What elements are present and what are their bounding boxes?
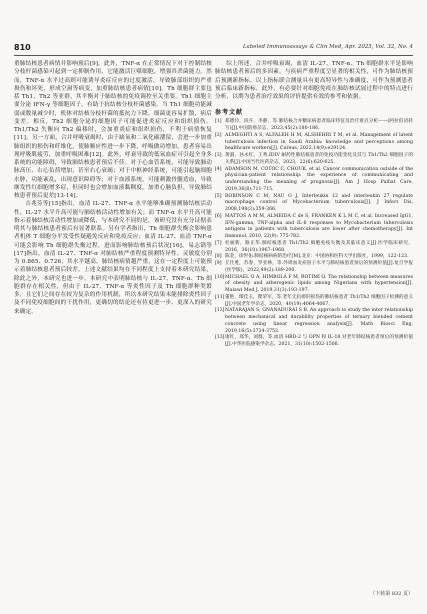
reference-list	[215, 119, 413, 349]
left-column	[14, 60, 212, 316]
right-column	[215, 60, 413, 349]
body-paragraph: 吉兆芬等[15]指出，血清 IL-27、TNF-α 水平能够准确预测肺结核活动性，IL-27 水平升高可能与肺结核活动性增加有关；而 TNF-α 水平升高可能指示着肺结核活动性增加或降低，与本研究不同的是，该研究没有充分证据表明其与肺结核患者预后有显著联系。另有学者指出，Th 细胞群失衡会影响患者机体 T 细胞分平发受性疑避免反应和免疫反应；血清 IL-27、血清 TNF-α 可能会影响 Th 细胞群失衡过程，进而影响肺结核预后状况[16]。易志锅等[17]指出，血清 IL-27、TNF-α 对肺结核严重程度预测特异性、灵敏度分别为 0.865、0.726，其水平越高，肺结核病情越严重，这在一定程度上可能预示着肺结核患者预后较差。上述文献结果均在不同程度上支持着本研究结果，除此之外，本研究也进一步，本研究中表明肺结核与 IL-27、TNF-α、Th 细胞群存在相关性，但由于 IL-27、TNF-α 等炎性因子及 Th 细胞群种类繁多，且它们之间存在较为复杂的作用机制，所以本研究结果未能排除炎性因子及不同免疫细胞间的干扰作用，更确切的结论还有待更进一步、更深入的研究来确定。	[14, 201, 212, 315]
reference-item	[215, 254, 413, 261]
reference-text: ROBINSON C M, NAU G J. Interleukin 12 and interleukin 27 regulate macrophage control of Mycobacterium tuberculosis[J]. J Infect Dis, 2008,198(3):359-366.	[225, 193, 413, 212]
reference-item	[215, 308, 413, 335]
reference-text: ALMEGHTI A S, ALFALEH H M, ALSHEHRI T M, et al. Management of latent tuberculosis infection in Saudi Arabia: knowledge and perceptions among healthcare workers[J]. Cureus, 2022,14(9):e29124.	[225, 132, 413, 152]
reference-number: [13]	[215, 335, 225, 341]
reference-text: MICHAEL O A, HIMBOLA F M, ROTIMI O. The relationship between measures of obesity and atherogenic lipids among Nigerians with hypertension[J]. Malawi Med J, 2019,31(3):193-197.	[225, 274, 413, 293]
reference-number: [10]	[215, 274, 225, 280]
reference-number: [11]	[215, 294, 225, 300]
reference-item	[215, 214, 413, 241]
reference-number: [12]	[215, 308, 225, 314]
reference-text: 杜丽新，路正华.肺结核患者 Th1/Th2 细胞免疫失衡及其临床意义[J].医学临床研究，2016，36(10):1967-1968.	[225, 240, 413, 253]
references-heading: 参考文献	[215, 109, 244, 117]
reference-text: 康红，郑华，刘群，等.血清 HBD-2 与 OPN 和 IL-18 对老年肺结核患者预后的预测价值[J].中华医院感染学杂志，2021，31(10):1502-1506.	[225, 335, 413, 347]
continued-note: （下转第 832 页）	[370, 591, 413, 597]
reference-item	[215, 275, 413, 295]
reference-number: [5]	[215, 193, 222, 199]
reference-text: 丘仕胜，苏春，罗亚林，等.外周血炎症因子水平与肺结核患者预后的预测价值[J].复旦学报(医学版)，2022,49(2):189-200.	[225, 261, 413, 273]
reference-text: 董艳，缪佳玉，瞿荣军，等.老年无抗痨肝损伤的肺结核患者 Th1/Th2 细胞因子检测的意义[J].中国老年学杂志，2020，40(19):4064-4067.	[225, 294, 413, 307]
reference-text: 陈金，徐世佑.肺结核病病的治疗[M].北京：中国协和医科大学出版社，1999，122-123.	[225, 254, 409, 260]
reference-number: [7]	[215, 240, 222, 246]
reference-item	[215, 241, 413, 255]
reference-number: [8]	[215, 254, 222, 260]
reference-text: NATARAJAN S, GNANADURAI S B. An approach to study the inter relationship between mechanical and durability properties of ternary blended cement concrete using linear regression analysis[J]. Math Biosci Eng, 2019,16(5):3734-3752.	[225, 308, 413, 334]
reference-item	[215, 261, 413, 275]
reference-number: [1]	[215, 119, 222, 125]
page-number: 810	[14, 43, 31, 52]
reference-item	[215, 133, 413, 153]
reference-text: 黄淑，孙永红，王秀.IDIV 耐药性肺结核患者的免疫功能变化及其与 Th1/Th2 细胞因子的关系[J].中国当代医药杂志，2023，22(6):620-625.	[225, 153, 413, 165]
reference-item	[215, 295, 413, 309]
conclusion-paragraph: 综上所述，合并呼吸衰竭，血清 IL-27、TNF-α、Th 细胞群水平是影响肺结核患者预后的多因素，与疾病严重程度呈显著的相关性，可作为肺结核预后预测新指标。以上指标联合测量具有更高特异性与准确度，可作为预测患者预后临床新指标。此外，有必要针对细胞免疫在肺结核试展过程中的特点进行分析，以期为患者治疗效果的评价提供有效的参考和依据。	[215, 61, 413, 100]
reference-number: [6]	[215, 213, 222, 219]
page-header	[14, 44, 413, 56]
reference-item	[215, 194, 413, 214]
reference-number: [3]	[215, 153, 222, 158]
journal-citation: Labeled Immunoassays & Clin Med, Apr. 2025, Vol. 32, No. 4	[243, 44, 413, 50]
reference-item	[215, 167, 413, 194]
reference-item	[215, 153, 413, 167]
reference-text: ADAMSON M, COTOC C, CHOUK, et al. Cancer communication outside of the physician-patient relationship: the experience of communicating and understanding the meaning of prognosis[J]. Am J Hosp Palliat Care, 2019,36(8):711-715.	[225, 166, 413, 192]
reference-number: [4]	[215, 166, 222, 172]
body-paragraph: 重肺结核患者病情并影响预后[9]。此外，TNF-α 在正常情况下对于控制结核分枝杆菌感染可起到一定抑制作用，它能激活巨噬细胞，增强其杀菌能力。然而，TNF-α 水平过高则可能诱导炎症反应的过度激活，导致肺部组织的严重损伤和坏死，形成空洞等病变，加重肺结核患者病情[10]。Th 细胞群主要包括 Th1、Th2 等亚群，其平衡对于肺结核的免疫调控至关重要。Th1 细胞主要分泌 IFN-γ 等细胞因子，有助于抗结核分枝杆菌感染。当 Th1 细胞功能减弱或数量减少时，机体对结核分枝杆菌的抵抗力下降，细菌更容易扩散，病后变差。相反，Th2 细胞分泌的细胞因子可能促进炎症反应和组织损伤。Th1/Th2 失衡向 Th2 偏移时，会加重炎症和组织损伤，不利于病情恢复[11]。另一方面，合并呼吸衰竭时，由于缺氧和二氧化碳潴留，会进一步加重肺组织的损伤和纤维化，使肺顺应性进一步下降，呼吸做功增加，患者容易出现呼吸肌疲劳，加重呼吸困难[12]。此外，呼衰导致的低氧血症可引起全身多系统的功能障碍，导致肺结核患者预后不佳。对于心血管系统，可能导致肺动脉高压、右心负荷增加，甚至右心衰竭；对于中枢神经系统，可能引起脑细胞水肿，功能紊乱，出现意识障碍等；对于血液系统，可能刺激骨髓造血，导致继发性红细胞增多症，但同时也会增加血液黏稠度，加重心脑负担，导致肺结核患者预后更差[13-14]。	[14, 61, 212, 199]
reference-item	[215, 335, 413, 349]
reference-number: [2]	[215, 132, 222, 138]
reference-item	[215, 119, 413, 133]
reference-text: 郑德玲，段卉，李静，等.肺结核合并糖尿病患者临床特征及治疗难点分析——(阿拉伯语转写)[J].中国防痨杂志，2023,45(2):180-186.	[225, 119, 413, 131]
reference-number: [9]	[215, 261, 222, 266]
reference-text: MATTOS A M M, ALMEIDA C de S, FRANKEN K L M C, et al. Increased IgG1, IFN-gamma, TNF-alpha and IL-6 responses to Mycobacterium tuberculosis antigens in patients with tuberculosis are lower after chemotherapy[J]. Int Immunol, 2010, 22(9): 775-782.	[225, 213, 413, 239]
